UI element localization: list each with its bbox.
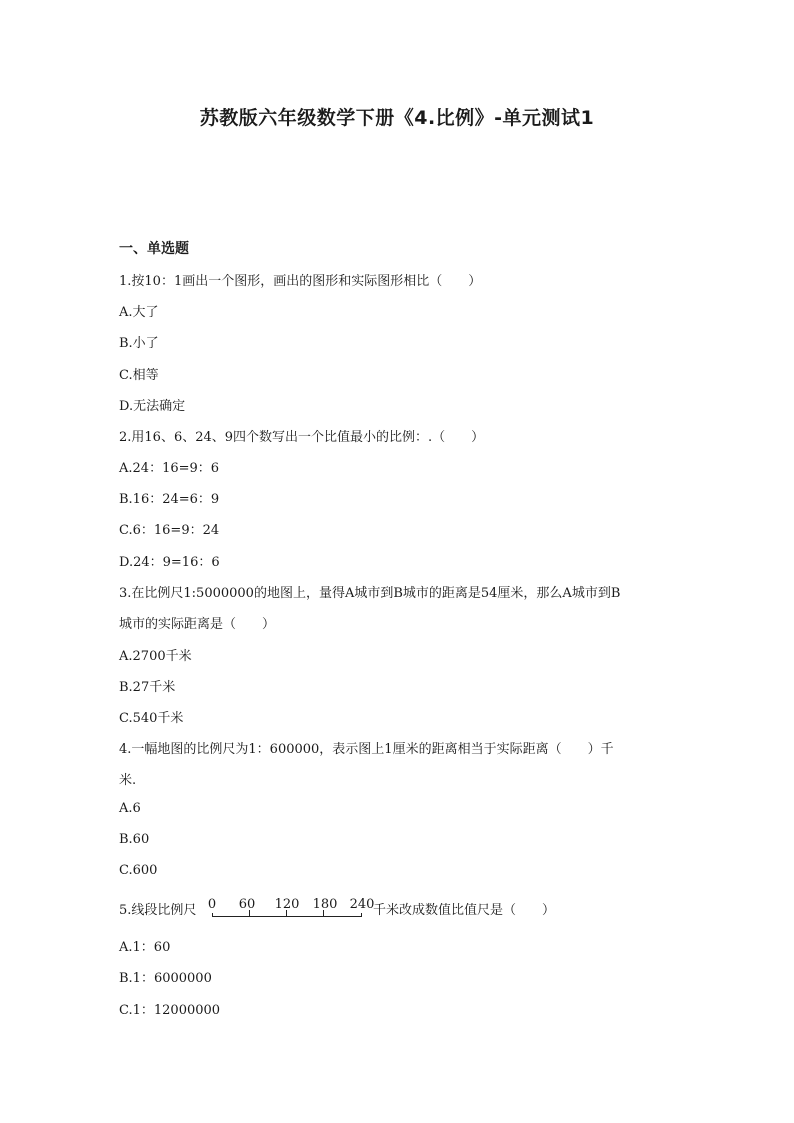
- scale-label-60: 60: [238, 897, 256, 912]
- section-heading-single-choice: 一、单选题: [119, 241, 189, 257]
- scale-bar-line: [212, 913, 362, 917]
- question-2-stem: 2.用16、6、24、9四个数写出一个比值最小的比例：.（ ）: [119, 430, 485, 445]
- question-1-option-b: B.小了: [119, 336, 159, 351]
- document-title: 苏教版六年级数学下册《4.比例》-单元测试1: [199, 107, 595, 129]
- question-1-option-a: A.大了: [119, 305, 159, 320]
- question-4-option-c: C.600: [119, 863, 158, 878]
- question-2-option-c: C.6：16=9：24: [119, 523, 220, 538]
- question-3-stem-line-1: 3.在比例尺1:5000000的地图上，量得A城市到B城市的距离是54厘米，那么A城市到B: [119, 586, 621, 601]
- question-1-option-d: D.无法确定: [119, 399, 186, 414]
- question-3-stem-line-2: 城市的实际距离是（ ）: [119, 617, 276, 632]
- question-1-option-c: C.相等: [119, 368, 159, 383]
- line-scale-bar: [207, 897, 375, 918]
- scale-label-0: 0: [207, 897, 217, 912]
- scale-label-240: 240: [349, 897, 375, 912]
- question-5-stem-prefix: 5.线段比例尺: [119, 903, 197, 918]
- scale-label-180: 180: [312, 897, 338, 912]
- question-5-option-a: A.1：60: [119, 940, 171, 955]
- question-5-stem-suffix: 千米改成数值比值尺是（ ）: [373, 903, 556, 918]
- question-3-option-a: A.2700千米: [119, 649, 192, 664]
- question-1-stem: 1.按10：1画出一个图形，画出的图形和实际图形相比（ ）: [119, 274, 482, 289]
- question-3-option-b: B.27千米: [119, 680, 176, 695]
- question-2-option-a: A.24：16=9：6: [119, 461, 220, 476]
- question-4-stem-line-1: 4.一幅地图的比例尺为1：600000，表示图上1厘米的距离相当于实际距离（ ）千: [119, 742, 614, 757]
- question-3-option-c: C.540千米: [119, 711, 184, 726]
- question-4-option-b: B.60: [119, 832, 150, 847]
- question-4-stem-line-2: 米.: [119, 773, 137, 788]
- question-4-option-a: A.6: [119, 801, 141, 816]
- question-5-option-b: B.1：6000000: [119, 971, 212, 986]
- question-2-option-b: B.16：24=6：9: [119, 492, 220, 507]
- scale-label-120: 120: [274, 897, 300, 912]
- question-2-option-d: D.24：9=16：6: [119, 555, 220, 570]
- question-5-option-c: C.1：12000000: [119, 1003, 221, 1018]
